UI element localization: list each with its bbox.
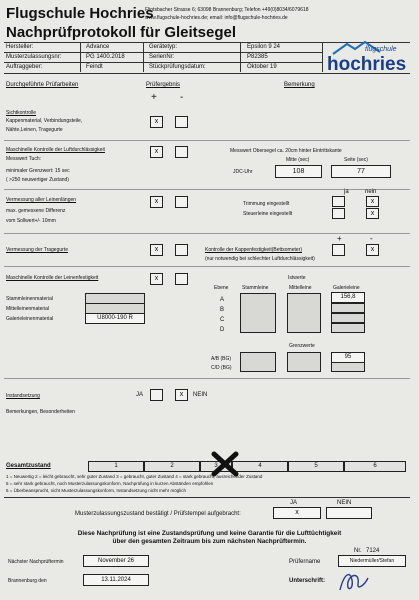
steuer-label: Steuerleine eingestellt bbox=[243, 211, 293, 217]
minus-header: - bbox=[180, 92, 184, 103]
row-b-label: B bbox=[220, 307, 225, 313]
muster-ja-label: JA bbox=[290, 500, 298, 506]
ort-datum-field[interactable]: 13.11.2024 bbox=[83, 574, 149, 586]
serien-label: SerienNr: bbox=[149, 54, 175, 60]
pruefer-field[interactable]: Niedermüller/Stefan bbox=[338, 555, 406, 567]
muster-nein-label: NEIN bbox=[337, 500, 352, 506]
gesamt-legend-2: 5 = sehr stark gebraucht, noch Musterzulassungskonform, Nachprüfung in kurzen Abständen empfohlen bbox=[6, 481, 214, 486]
col-ergebnis: Prüfergebnis bbox=[146, 82, 181, 88]
stamm-label: Stammleinenmaterial bbox=[6, 296, 53, 302]
grenz-galerie-field[interactable]: 95 bbox=[331, 352, 365, 363]
page-title: Nachprüfprotokoll für Gleitsegel bbox=[6, 24, 237, 41]
pruefer-label: Prüfername bbox=[289, 559, 321, 565]
grenz-label: Grenzwerte bbox=[289, 343, 315, 349]
typ-value: Epsilon 9 24 bbox=[247, 44, 281, 50]
stammleine-column[interactable] bbox=[240, 293, 276, 333]
trage-title: Vermessung der Tragegurte bbox=[6, 247, 68, 253]
leinen-minus-checkbox[interactable] bbox=[175, 273, 188, 285]
unterschrift-label: Unterschrift: bbox=[289, 578, 326, 584]
luft-mitte-field[interactable]: 108 bbox=[275, 165, 322, 178]
verm-nein-label: nein bbox=[365, 189, 377, 195]
hersteller-label: Hersteller: bbox=[6, 44, 34, 50]
stammleine-header: Stammleine bbox=[242, 285, 269, 291]
col-arbeiten: Durchgeführte Prüfarbeiten bbox=[6, 82, 79, 88]
row-c-label: C bbox=[220, 317, 225, 323]
cd-label: C/D (BG) bbox=[211, 365, 232, 371]
auftrag-label: Auftraggeber: bbox=[6, 64, 43, 70]
luft-seite-label: Seite (sec) bbox=[344, 157, 368, 163]
galerie-c-field[interactable] bbox=[331, 313, 365, 323]
logo-small-text: flugschule bbox=[365, 46, 397, 53]
muster-text: Musterzulassungszustand bestätigt / Prüfstempel aufgebracht: bbox=[75, 511, 241, 517]
web-contact: www.flugschule-hochries.de; email: info@flugschule-hochries.de bbox=[145, 15, 288, 21]
muster-value: PG 1400.2018 bbox=[86, 54, 125, 60]
galerie-a-field[interactable]: 156,8 bbox=[331, 292, 365, 303]
gesamt-cell-4[interactable]: 4 bbox=[232, 461, 288, 472]
instand-nein-label: NEIN bbox=[193, 392, 208, 398]
kappe-minus-header: - bbox=[370, 234, 373, 243]
verm-plus-checkbox[interactable]: x bbox=[150, 196, 163, 208]
luft-mitte-label: Mitte (sec) bbox=[286, 157, 310, 163]
col-bemerkung: Bemerkung bbox=[284, 82, 315, 88]
naechster-field[interactable]: November 26 bbox=[83, 555, 149, 567]
garantie-line1: Diese Nachprüfung ist eine Zustandsprüfung und keine Garantie für die Lufttüchtigkeit bbox=[77, 530, 342, 537]
verm-ja-label: ja bbox=[344, 189, 349, 195]
sicht-title: Sichtkontrolle bbox=[6, 110, 37, 116]
hochries-logo bbox=[325, 40, 415, 74]
row-a-label: A bbox=[220, 297, 225, 303]
kappe-note: (nur notwendig bei schlechter Luftdurchlässigkeit) bbox=[205, 256, 315, 262]
luft-jdc-label: JDC-Uhr bbox=[233, 169, 253, 175]
gesamt-cell-5[interactable]: 5 bbox=[288, 461, 344, 472]
address: Flintsbacher Strasse 6; 63098 Brannenburg; Telefon +49(0)8034/6079618 bbox=[145, 7, 309, 13]
plus-header: + bbox=[151, 92, 157, 103]
grenz-galerie-cd-field[interactable] bbox=[331, 362, 365, 372]
typ-label: Gerätetyp: bbox=[149, 44, 178, 50]
trage-plus-checkbox[interactable]: x bbox=[150, 244, 163, 256]
ab-label: A/B (BG) bbox=[211, 356, 232, 362]
ort-label: Brannenburg den bbox=[8, 578, 47, 584]
leinen-title: Maschinelle Kontrolle der Leinenfestigkeit bbox=[6, 275, 99, 281]
instand-ja-checkbox[interactable] bbox=[150, 389, 163, 401]
gesamt-cell-2[interactable]: 2 bbox=[144, 461, 200, 472]
luft-title: Maschinelle Kontrolle der Luftdurchlässigkeit bbox=[6, 147, 105, 153]
datum-label: Stückprüfungsdatum: bbox=[149, 64, 206, 70]
luft-line1: Messwert Tuch: bbox=[6, 156, 42, 162]
trage-minus-checkbox[interactable] bbox=[175, 244, 188, 256]
row-d-label: D bbox=[220, 327, 225, 333]
luft-line2: minimaler Grenzwert: 15 sec bbox=[6, 168, 70, 174]
auftrag-value: Feindt bbox=[86, 64, 103, 70]
luft-minus-checkbox[interactable] bbox=[175, 146, 188, 158]
grenz-stamm-field[interactable] bbox=[240, 352, 276, 372]
muster-nein-checkbox[interactable] bbox=[326, 507, 372, 519]
grenz-mittel-field[interactable] bbox=[287, 352, 321, 372]
mittel-label: Mittelleinenmaterial bbox=[6, 306, 50, 312]
ebene-header: Ebene bbox=[214, 285, 229, 291]
istwerte-label: Istwerte bbox=[288, 275, 306, 281]
steuer-ja-checkbox[interactable] bbox=[332, 208, 345, 219]
nr-label: Nr. bbox=[354, 548, 362, 554]
naechster-label: Nächster Nachprüftermin bbox=[8, 559, 64, 565]
signature-icon bbox=[334, 566, 374, 596]
gesamt-title: Gesamtzustand bbox=[6, 463, 51, 469]
bemerk-title: Bemerkungen, Besonderheiten bbox=[6, 409, 75, 415]
kappe-minus-checkbox[interactable]: x bbox=[366, 244, 379, 256]
gesamt-cell-3[interactable]: 3 bbox=[200, 461, 232, 472]
galerie-b-field[interactable] bbox=[331, 303, 365, 313]
gesamt-cell-6[interactable]: 6 bbox=[344, 461, 406, 472]
luft-line3: ( >250 neuwertiger Zustand) bbox=[6, 177, 69, 183]
sicht-plus-checkbox[interactable]: x bbox=[150, 116, 163, 128]
verm-title: Vermessung aller Leinenlängen bbox=[6, 197, 77, 203]
galerieleine-header: Galerieleine bbox=[333, 285, 360, 291]
muster-ja-checkbox[interactable]: x bbox=[273, 507, 321, 519]
trimm-label: Trimmung eingestellt bbox=[243, 201, 290, 207]
verm-line1: max. gemessene Differenz bbox=[6, 208, 66, 214]
trimm-nein-checkbox[interactable]: x bbox=[366, 196, 379, 207]
instand-ja-label: JA bbox=[136, 392, 144, 398]
galerie-d-field[interactable] bbox=[331, 323, 365, 333]
datum-value: Oktober 19 bbox=[247, 64, 277, 70]
gesamt-legend-3: 6 = Überbeansprucht, nicht Musterzulassungskonform, Instandsetzung nicht mehr möglich bbox=[6, 488, 186, 493]
instand-title: Instandsetzung bbox=[6, 393, 40, 399]
galerie-field[interactable]: U8000-190 R bbox=[85, 313, 145, 324]
instand-nein-checkbox[interactable]: x bbox=[175, 389, 188, 401]
serien-value: P82385 bbox=[247, 54, 268, 60]
gesamt-legend-1: 1 = Neuwertig 2 = leicht gebraucht, sehr guter Zustand 3 = gebraucht, guter Zustand 4 = stark gebraucht, ausreichender Zustand bbox=[6, 474, 263, 479]
sicht-line2: Nähte,Leinen, Tragegurte bbox=[6, 127, 63, 133]
steuer-nein-checkbox[interactable]: x bbox=[366, 208, 379, 219]
mittelleine-column[interactable] bbox=[287, 293, 321, 333]
nr-value: 7124 bbox=[366, 548, 380, 554]
logo-big-text: hochries bbox=[327, 54, 407, 75]
sicht-line1: Kappenmaterial, Verbindungsteile, bbox=[6, 118, 83, 124]
luft-seite-field[interactable]: 77 bbox=[331, 165, 391, 178]
mittelleine-header: Mittelleine bbox=[289, 285, 312, 291]
luft-plus-checkbox[interactable]: x bbox=[150, 146, 163, 158]
garantie-line2: über den gesamten Zeitraum bis zum nächsten Nachprüftermin. bbox=[112, 538, 307, 545]
muster-label: Musterzulassungsnr: bbox=[6, 54, 62, 60]
galerie-label: Galerieleinenmaterial bbox=[6, 316, 54, 322]
org-name: Flugschule Hochries bbox=[6, 5, 154, 22]
kappe-plus-checkbox[interactable] bbox=[332, 244, 345, 256]
trimm-ja-checkbox[interactable] bbox=[332, 196, 345, 207]
gesamt-cell-1[interactable]: 1 bbox=[88, 461, 144, 472]
luft-mess-label: Messwert Obersegel ca. 20cm hinter Eintrittskante bbox=[230, 148, 342, 154]
hersteller-value: Advance bbox=[86, 44, 110, 50]
kappe-title: Kontrolle der Kappenfestigkeit(Bettsometer) bbox=[205, 247, 302, 253]
kappe-plus-header: + bbox=[337, 234, 342, 243]
verm-minus-checkbox[interactable] bbox=[175, 196, 188, 208]
leinen-plus-checkbox[interactable]: x bbox=[150, 273, 163, 285]
verm-line2: vom Sollwert+/- 10mm bbox=[6, 218, 56, 224]
sicht-minus-checkbox[interactable] bbox=[175, 116, 188, 128]
